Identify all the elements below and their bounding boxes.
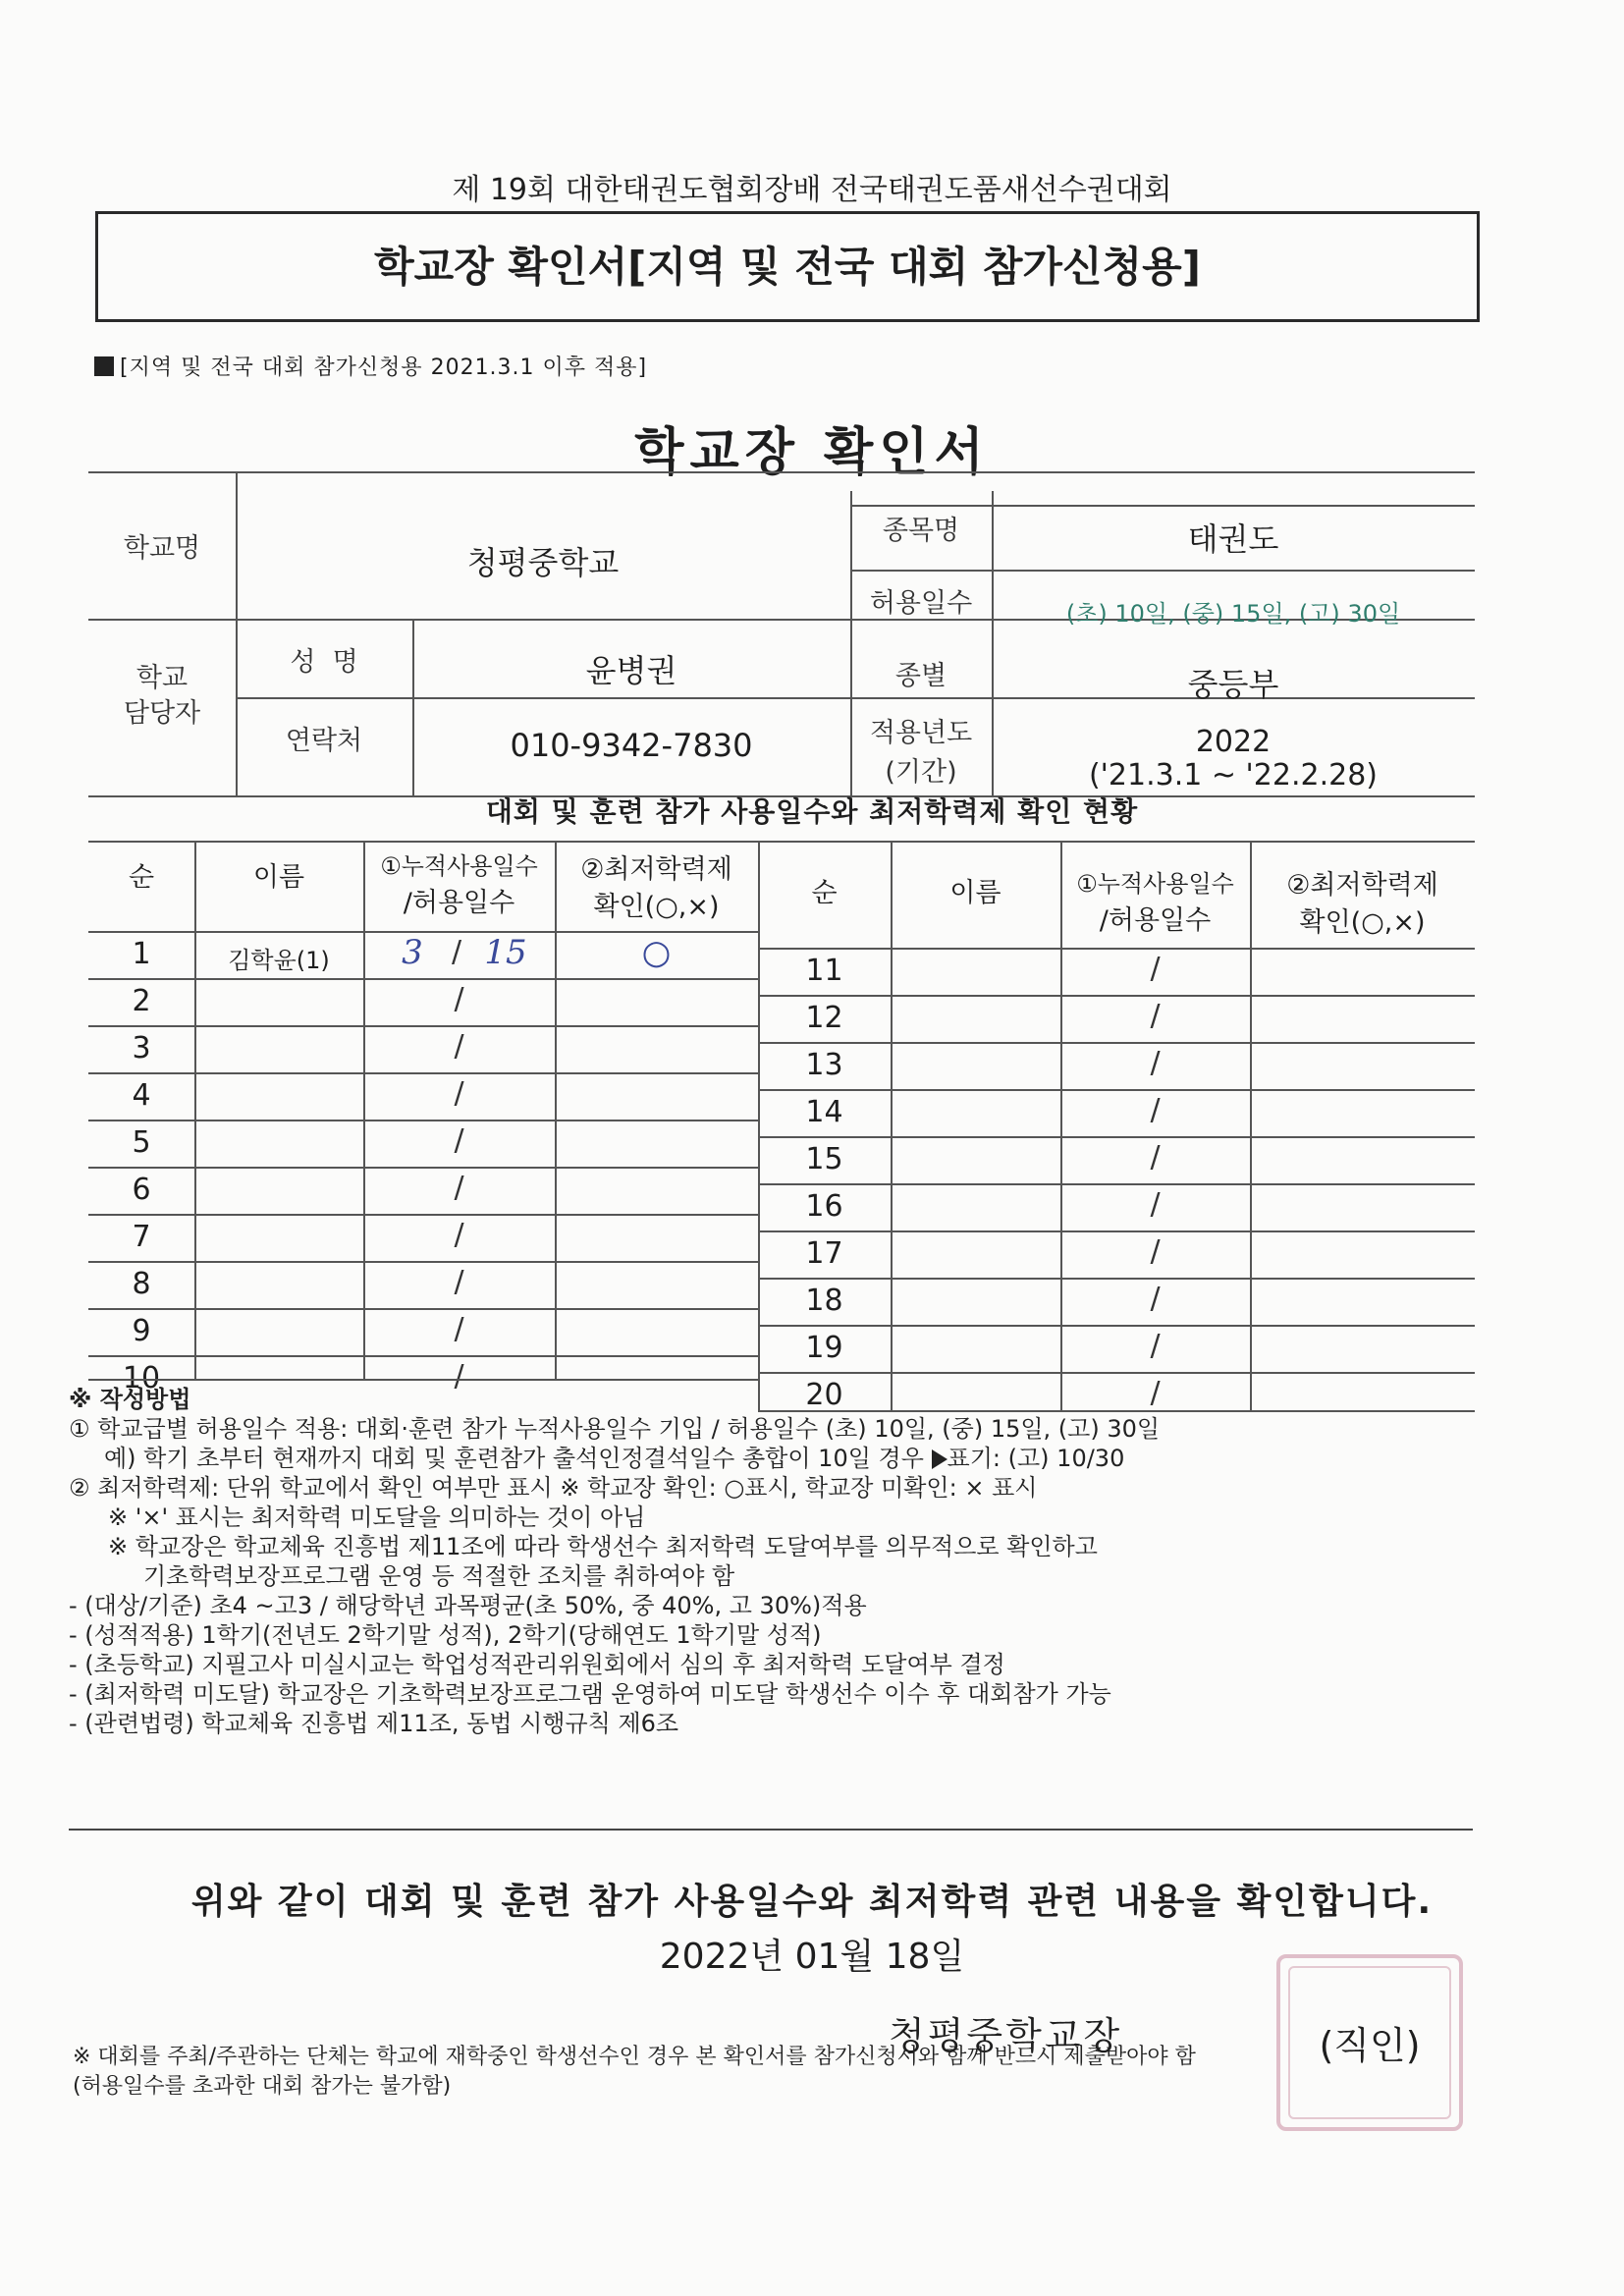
row-number: 13 [805,1048,843,1082]
row-number: 2 [132,984,151,1018]
row-days-slash: / [451,935,462,969]
col-header-days-line1: ①누적사용일수 [1076,870,1234,898]
row-days-slash: / [1150,1093,1161,1127]
status-table-top-border [88,841,1475,843]
row-number: 12 [805,1001,843,1035]
status-col-divider [194,841,196,1379]
col-header-minscore-line1: ②최저학력제 [1286,870,1438,901]
guide-heading: ※ 작성방법 [69,1386,191,1413]
row-number: 3 [132,1031,151,1066]
row-name: 김학윤(1) [228,947,330,974]
row-days-allowed: 15 [484,933,527,972]
confirmation-statement: 위와 같이 대회 및 훈련 참가 사용일수와 최저학력 관련 내용을 확인합니다. [190,1882,1434,1922]
status-section-title: 대회 및 훈련 참가 사용일수와 최저학력제 확인 현황 [485,795,1139,828]
col-header-days-line2: /허용일수 [1099,905,1212,936]
row-divider [88,1308,758,1310]
row-divider [758,995,1475,997]
footnote-line: (허용일수를 초과한 대회 참가는 불가함) [73,2074,452,2099]
row-days-slash: / [454,1029,464,1064]
row-days-slash: / [454,1076,464,1111]
row-days-slash: / [1150,1187,1161,1222]
row-days-slash: / [454,1218,464,1252]
row-divider [88,1214,758,1216]
row-number: 10 [122,1361,161,1395]
division-value: 중등부 [1187,666,1279,703]
guide-line [69,1444,1473,1473]
year-value: 2022 [1195,725,1272,759]
row-number: 7 [132,1220,151,1254]
staff-label-line1: 학교 [135,663,189,693]
row-number: 17 [805,1236,843,1271]
info-divider [850,505,1475,507]
row-divider [88,1355,758,1357]
name-label: 성 명 [290,647,358,678]
footnote [73,2043,1447,2102]
guide-line: ※ 학교장은 학교체육 진흥법 제11조에 따라 학생선수 최저학력 도달여부를 의무적으로 확인하고 [108,1533,1098,1560]
row-number: 5 [132,1125,151,1160]
row-divider [88,1120,758,1121]
col-header-no: 순 [811,878,838,908]
school-label: 학교명 [123,533,201,564]
year-label-line1: 적용년도 [869,718,973,748]
row-days-slash: / [454,1123,464,1158]
row-days-slash: / [454,1171,464,1205]
name-value: 윤병권 [585,652,677,689]
guide-line-text: 표기: (고) 10/30 [947,1445,1125,1472]
row-number: 8 [132,1267,151,1301]
guide-line: ① 학교급별 허용일수 적용: 대회·훈련 참가 누적사용일수 기입 / 허용일수 (초) 10일, (중) 15일, (고) 30일 [69,1415,1161,1443]
status-header-divider [758,948,1475,950]
row-divider [758,1372,1475,1374]
contact-value: 010-9342-7830 [510,727,753,764]
row-divider [88,1025,758,1027]
writing-guide [69,1385,1473,1738]
row-days-slash: / [1150,1140,1161,1175]
row-days-slash: / [1150,1046,1161,1080]
row-divider [758,1089,1475,1091]
row-divider [88,1167,758,1169]
guide-line: - (대상/기준) 초4 ~고3 / 해당학년 과목평균(초 50%, 중 40%, 고 30%)적용 [69,1592,867,1619]
allowed-days-value: (초) 10일, (중) 15일, (고) 30일 [1065,600,1401,628]
row-number: 14 [805,1095,843,1129]
col-header-minscore-line2: 확인(○,×) [593,892,720,922]
guide-line: - (관련법령) 학교체육 진흥법 제11조, 동법 시행규칙 제6조 [69,1710,679,1737]
contact-label: 연락처 [285,726,363,756]
row-divider [758,1183,1475,1185]
row-number: 11 [805,954,843,988]
guide-line: ② 최저학력제: 단위 학교에서 확인 여부만 표시 ※ 학교장 확인: ○표시, 학교장 미확인: × 표시 [69,1474,1038,1502]
guide-line-text: 예) 학기 초부터 현재까지 대회 및 훈련참가 출석인정결석일수 총합이 10일 경우 [104,1445,924,1472]
info-table-top-border [88,471,1475,473]
guide-line: - (초등학교) 지필고사 미실시교는 학업성적관리위원회에서 심의 후 최저학력 도달여부 결정 [69,1651,1005,1678]
division-label: 종별 [894,661,947,691]
col-header-days-line1: ①누적사용일수 [380,852,538,880]
row-days-used: 3 [402,933,423,972]
row-number: 4 [132,1078,151,1113]
row-divider [758,1042,1475,1044]
col-header-days-line2: /허용일수 [403,888,515,918]
row-number: 20 [805,1378,843,1412]
col-header-minscore-line2: 확인(○,×) [1299,907,1426,938]
row-divider [758,1230,1475,1232]
section-divider [69,1829,1473,1831]
sport-value: 태권도 [1187,520,1279,558]
seal-label: (직인) [1319,2024,1421,2067]
guide-line: ※ '×' 표시는 최저학력 미도달을 의미하는 것이 아님 [108,1503,646,1531]
page-title: 학교장 확인서 [634,423,990,482]
row-days-slash: / [454,1359,464,1394]
col-header-name: 이름 [252,862,305,893]
principal-signature-line: 청평중학교장 [889,2014,1123,2057]
row-divider [88,1379,758,1381]
col-header-name: 이름 [949,878,1001,908]
row-days-slash: / [1150,952,1161,986]
row-days-slash: / [454,1312,464,1346]
square-bullet-icon [94,356,114,376]
footnote-line: ※ 대회를 주최/주관하는 단체는 학교에 재학중인 학생선수인 경우 본 확인서를 참가신청서와 함께 반드시 제출받아야 함 [73,2045,1196,2069]
right-arrow-icon [932,1449,947,1469]
col-header-no: 순 [128,862,155,893]
event-name: 제 19회 대한태권도협회장배 전국태권도품새선수권대회 [452,173,1172,207]
guide-line: - (최저학력 미도달) 학교장은 기초학력보장프로그램 운영하여 미도달 학생선수 이수 후 대회참가 가능 [69,1680,1111,1708]
year-label-line2: (기간) [885,757,957,788]
row-divider [758,1325,1475,1327]
issue-date: 2022년 01월 18일 [659,1937,965,1977]
row-number: 1 [132,937,151,971]
row-days-slash: / [1150,1234,1161,1269]
row-divider [758,1278,1475,1280]
school-value: 청평중학교 [466,544,620,581]
row-number: 6 [132,1173,151,1207]
row-number: 9 [132,1314,151,1348]
sport-label: 종목명 [882,516,960,546]
row-number: 15 [805,1142,843,1176]
row-divider [88,1072,758,1074]
row-days-slash: / [1150,999,1161,1033]
row-divider [88,1261,758,1263]
col-header-minscore-line1: ②최저학력제 [580,854,732,885]
allowed-days-label: 허용일수 [869,588,973,619]
row-divider [88,978,758,980]
scope-note [94,351,647,381]
row-divider [758,1136,1475,1138]
info-divider [850,570,1475,572]
row-days-slash: / [1150,1282,1161,1316]
row-days-slash: / [1150,1329,1161,1363]
period-value: ('21.3.1 ~ '22.2.28) [1088,758,1379,793]
row-days-slash: / [454,982,464,1016]
row-number: 19 [805,1331,843,1365]
row-days-slash: / [454,1265,464,1299]
row-number: 16 [805,1189,843,1224]
row-minscore-check: ○ [641,933,672,972]
guide-line: 기초학력보장프로그램 운영 등 적절한 조치를 취하여야 함 [143,1562,735,1590]
document-heading-box: 학교장 확인서[지역 및 전국 대회 참가신청용] [95,211,1480,322]
scope-note-text: [지역 및 전국 대회 참가신청용 2021.3.1 이후 적용] [120,355,648,380]
guide-line: - (성적적용) 1학기(전년도 2학기말 성적), 2학기(당해연도 1학기말 성적) [69,1621,822,1649]
info-divider [412,619,414,795]
row-days-slash: / [1150,1376,1161,1410]
row-number: 18 [805,1284,843,1318]
staff-label-line2: 담당자 [123,698,201,729]
